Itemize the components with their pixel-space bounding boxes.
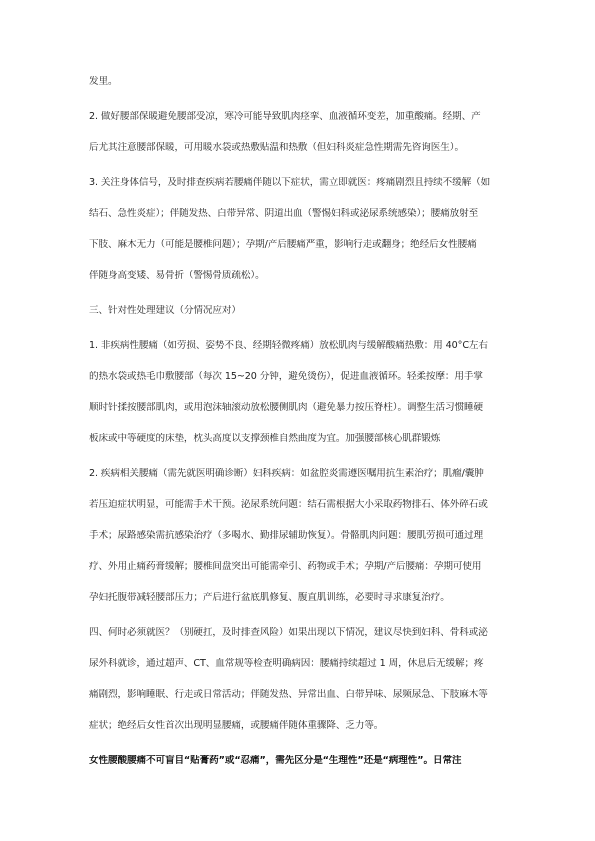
- text-line: 结石、急性炎症）；伴随发热、白带异常、阴道出血（警惕妇科或泌尿系统感染）；腰痛放射至: [89, 208, 479, 219]
- text-line: 痛剧烈，影响睡眠、行走或日常活动；伴随发热、异常出血、白带异味、尿频尿急、下肢麻木等: [89, 689, 488, 700]
- text-line: 顺时针揉按腰部肌肉，或用泡沫轴滚动放松腰侧肌肉（避免暴力按压脊柱）。调整生活习惯睡硬: [89, 402, 483, 413]
- text-line: 3. 关注身体信号，及时排查疾病若腰痛伴随以下症状，需立即就医：疼痛剧烈且持续不缓解（如: [89, 177, 491, 188]
- text-line: 发里。: [89, 76, 118, 87]
- text-line: 伴随身高变矮、易骨折（警惕骨质疏松）。: [89, 270, 265, 281]
- summary-line: 女性腰酸腰痛不可盲目“贴膏药”或“忍痛”，需先区分是“生理性”还是“病理性”。日常注: [89, 755, 462, 766]
- text-line: 1. 非疾病性腰痛（如劳损、姿势不良、经期轻微疼痛）放松肌肉与缓解酸痛热敷：用 40°C左右: [89, 340, 488, 351]
- text-line: 疗、外用止痛药膏缓解；腰椎间盘突出可能需牵引、药物或手术；孕期/产后腰痛：孕期可使用: [89, 561, 482, 572]
- section-heading: 三、针对性处理建议（分情况应对）: [89, 305, 241, 316]
- text-line: 后尤其注意腰部保暖，可用暖水袋或热敷贴温和热敷（但妇科炎症急性期需先咨询医生）。: [89, 142, 464, 153]
- text-line: 2. 做好腰部保暖避免腰部受凉，寒冷可能导致肌肉痉挛、血液循环变差，加重酸痛。经期、产: [89, 111, 481, 122]
- text-line: 症状；绝经后女性首次出现明显腰痛，或腰痛伴随体重骤降、乏力等。: [89, 720, 384, 731]
- text-line: 2. 疾病相关腰痛（需先就医明确诊断）妇科疾病：如盆腔炎需遵医嘱用抗生素治疗；肌瘤/囊肿: [89, 468, 484, 479]
- text-line: 手术；尿路感染需抗感染治疗（多喝水、勤排尿辅助恢复）。骨骼肌肉问题：腰肌劳损可通过理: [89, 530, 483, 541]
- text-line: 的热水袋或热毛巾敷腰部（每次 15~20 分钟，避免烫伤），促进血液循环。轻柔按摩：用手掌: [89, 371, 483, 382]
- text-line: 板床或中等硬度的床垫，枕头高度以支撑颈椎自然曲度为宜。加强腰部核心肌群锻炼: [89, 433, 441, 444]
- text-line: 下肢、麻木无力（可能是腰椎问题）；孕期/产后腰痛严重，影响行走或翻身；绝经后女性腰痛: [89, 239, 477, 250]
- text-line: 四、何时必须就医？（别硬扛，及时排查风险）如果出现以下情况，建议尽快到妇科、骨科或泌: [89, 627, 488, 638]
- text-line: 孕妇托腹带减轻腰部压力；产后进行盆底肌修复、腹直肌训练，必要时寻求康复治疗。: [89, 592, 450, 603]
- text-line: 若压迫症状明显，可能需手术干预。泌尿系统问题：结石需根据大小采取药物排石、体外碎石或: [89, 499, 488, 510]
- text-line: 尿外科就诊，通过超声、CT、血常规等检查明确病因：腰痛持续超过 1 周，休息后无缓解；疼: [89, 658, 484, 669]
